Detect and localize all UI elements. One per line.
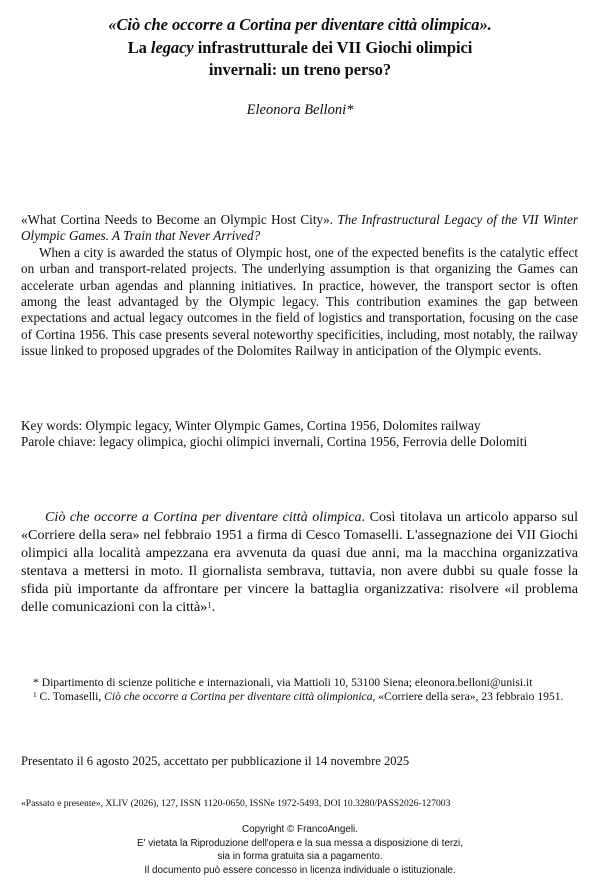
keywords-italian: Parole chiave: legacy olimpica, giochi olimpici invernali, Cortina 1956, Ferrovia delle Dolomiti xyxy=(21,434,528,450)
body-paragraph-1-tail: . xyxy=(211,599,216,616)
article-body xyxy=(21,508,578,617)
footnote-affiliation xyxy=(21,676,578,690)
footnote-reference-1[interactable]: 1 xyxy=(207,599,212,610)
submission-dates: Presentato il 6 agosto 2025, accettato per pubblicazione il 14 novembre 2025 xyxy=(21,754,410,768)
footnote-1-italic-title: Ciò che occorre a Cortina per diventare città olimpionica xyxy=(104,690,373,704)
keywords-english: Key words: Olympic legacy, Winter Olympic Games, Cortina 1956, Dolomites railway xyxy=(21,418,481,433)
page-title xyxy=(21,14,579,82)
keywords-section xyxy=(21,418,578,451)
footnote-affiliation-marker: * xyxy=(33,676,39,689)
footnote-1-before: C. Tomaselli, xyxy=(36,690,105,704)
title-line-1: «Ciò che occorre a Cortina per diventare città olimpica». xyxy=(108,15,492,34)
copyright-line-4: Il documento può essere concesso in licenza individuale o istituzionale. xyxy=(144,864,456,876)
copyright-footer xyxy=(0,823,600,877)
footnote-affiliation-text: Dipartimento di scienze politiche e internazionali, via Mattioli 10, 53100 Siena; eleonora.belloni@unisi.it xyxy=(38,676,533,689)
footnote-1-after: , «Corriere della sera», 23 febbraio 1951. xyxy=(372,690,564,704)
abstract-title-roman: «What Cortina Needs to Become an Olympic Host City». xyxy=(21,212,338,227)
body-paragraph-1 xyxy=(21,508,578,617)
title-line-2-after: infrastrutturale dei VII Giochi olimpici xyxy=(193,37,473,57)
author-name: Eleonora Belloni* xyxy=(246,102,354,118)
abstract-title-italic: The Infrastructural Legacy of the VII Winter Olympic Games. A Train that Never Arrived? xyxy=(21,212,578,244)
body-paragraph-1-rest: . Così titolava un articolo apparso sul «Corriere della sera» nel febbraio 1951 a firma di Cesco Tomaselli. L'assegnazione dei VII Giochi olimpici alla località ampezzana era avvenuta da quasi due anni, ma la macchina organizzativa stentava a mettersi in moto. Il giornalista sembrava, tuttavia, non avere dubbi su quale fosse la sfida più importante da affrontare per vincere la battaglia organizzativa: risolvere «il problema delle comunicazioni con la città» xyxy=(21,509,578,616)
body-italic-lead: Ciò che occorre a Cortina per diventare città olimpica xyxy=(45,509,362,525)
abstract-section xyxy=(21,212,578,360)
footnote-1 xyxy=(21,690,578,704)
title-line-2 xyxy=(21,37,579,60)
abstract-body: When a city is awarded the status of Olympic host, one of the expected benefits is the catalytic effect on urban and transport-related projects. The underlying assumption is that organizing the Games can accelerate urban agendas and planning initiatives. In practice, however, the transport sector is often among the least advantaged by the Olympic legacy. This contribution examines the gap between expectations and actual legacy outcomes in the field of logistics and transportation, focusing on the case of Cortina 1956. This case presents several noteworthy specificities, including, most notably, the railway issue linked to proposed upgrades of the Dolomites Railway in anticipation of the Olympic events. xyxy=(21,244,578,359)
copyright-line-2: E' vietata la Riproduzione dell'opera e la sua messa a disposizione di terzi, xyxy=(137,837,463,849)
title-line-2-before: La xyxy=(127,37,151,57)
copyright-line-1: Copyright © FrancoAngeli. xyxy=(242,824,358,835)
footnote-1-marker: 1 xyxy=(33,691,37,700)
title-line-3: invernali: un treno perso? xyxy=(208,60,392,79)
abstract-english-title xyxy=(21,212,578,245)
journal-issn-doi-line: «Passato e presente», XLIV (2026), 127, ISSN 1120-0650, ISSNe 1972-5493, DOI 10.3280/PASS2026-127003 xyxy=(21,798,451,809)
copyright-line-3: sia in forma gratuita sia a pagamento. xyxy=(217,851,383,863)
footnotes-section xyxy=(21,676,578,705)
title-line-2-italic-word: legacy xyxy=(150,37,194,57)
